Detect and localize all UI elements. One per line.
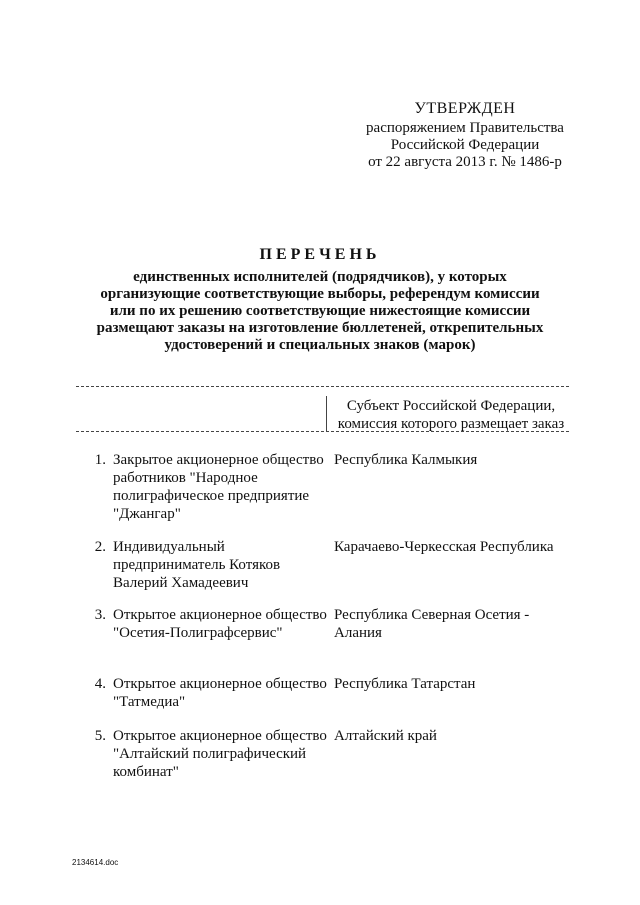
row-organization: Открытое акционерное общество "Осетия-Полиграфсервис" [113,607,327,641]
column-header-region: Субъект Российской Федерации, комиссия которого размещает заказ [337,398,565,432]
subtitle-line: или по их решению соответствующие нижестоящие комиссии [109,303,531,319]
row-organization: Открытое акционерное общество "Алтайский полиграфический комбинат" [113,728,327,780]
footer-filename: 2134614.doc [72,858,119,867]
subtitle-line: размещают заказы на изготовление бюллетеней, открепительных [96,320,544,336]
row-number: 3. [94,607,106,623]
row-number: 4. [94,676,106,692]
document-heading [60,246,580,354]
table-header-rule [76,431,569,432]
row-region: Карачаево-Черкесская Республика [334,539,554,555]
row-region: Республика Татарстан [334,676,476,692]
row-organization: Открытое акционерное общество "Татмедиа" [113,676,327,710]
approval-block [350,100,580,171]
row-region: Республика Северная Осетия - Алания [334,607,530,641]
row-region: Алтайский край [334,728,437,744]
row-number: 2. [94,539,106,555]
approval-line-3: от 22 августа 2013 г. № 1486-р [368,154,562,170]
row-number: 1. [94,452,106,468]
approval-line-1: распоряжением Правительства [366,120,564,136]
column-divider [326,396,327,432]
subtitle-line: организующие соответствующие выборы, референдум комиссии [100,286,540,302]
document-subtitle [60,269,580,354]
row-organization: Индивидуальный предприниматель Котяков Валерий Хамадеевич [113,539,281,591]
document-title: ПЕРЕЧЕНЬ [259,246,381,263]
subtitle-line: единственных исполнителей (подрядчиков), у которых [133,269,507,285]
approval-title: УТВЕРЖДЕН [414,100,516,117]
approval-line-2: Российской Федерации [390,137,540,153]
table-top-rule [76,386,569,387]
row-organization: Закрытое акционерное общество работников "Народное полиграфическое предприятие "Джангар" [113,452,324,522]
row-region: Республика Калмыкия [334,452,478,468]
subtitle-line: удостоверений и специальных знаков (марок) [164,337,476,353]
row-number: 5. [94,728,106,744]
